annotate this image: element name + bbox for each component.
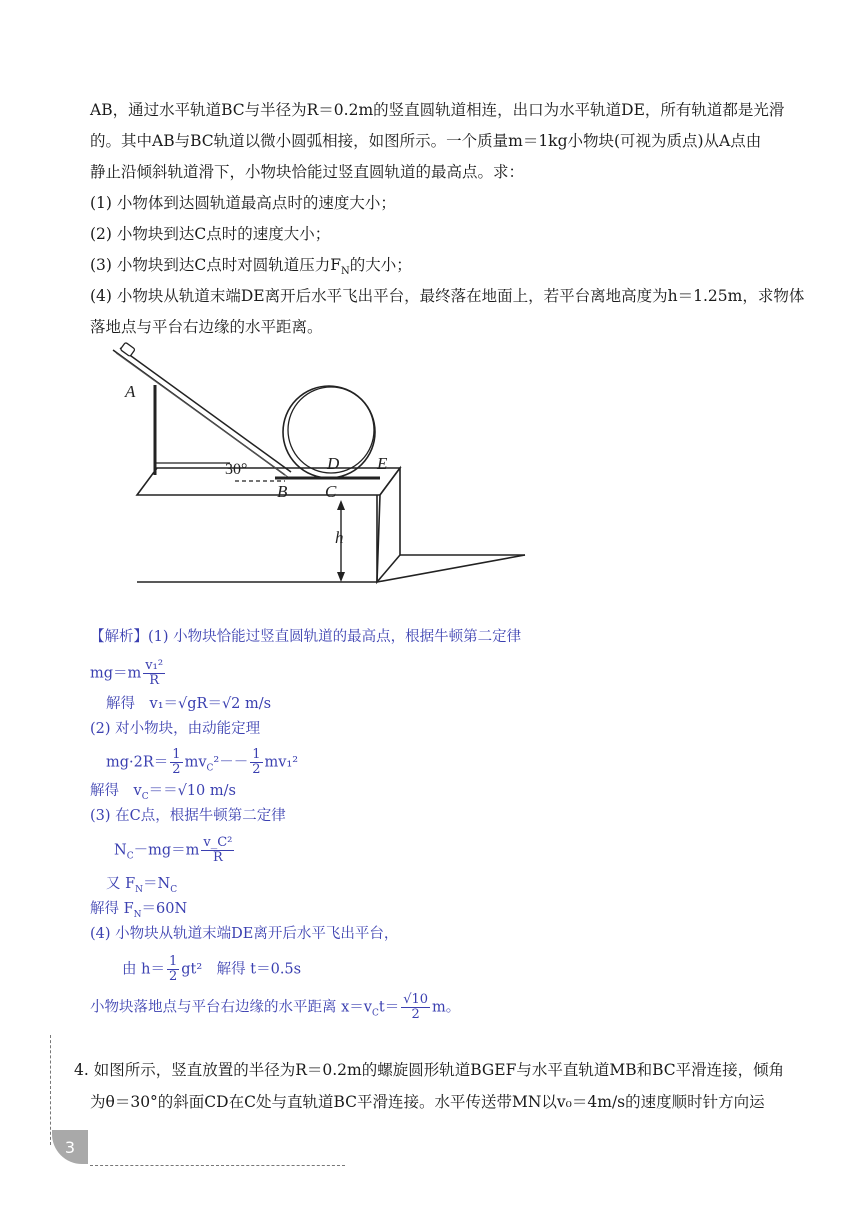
fraction [201,836,234,865]
solution-equation-1 [90,659,167,688]
eq-text: 由 h＝ [122,961,165,978]
question-4-cont: 落地点与平台右边缘的水平距离。 [90,318,323,336]
final-text: t＝ [378,999,400,1016]
label-D: D [327,454,340,473]
solution-step-3: (3) 在C点，根据牛顿第二定律 [90,808,286,824]
numerator: v_C² [203,835,233,850]
result-text: ＝60N [141,901,188,917]
eq-text: N [114,842,127,859]
numerator: √10 [403,992,429,1007]
final-text: m。 [432,999,461,1016]
problem-4-line: 为θ＝30°的斜面CD在C处与直轨道BC平滑连接。水平传送带MN以v₀＝4m/s的速度顺时针方向运 [90,1093,765,1111]
result-text: ＝＝√10 m/s [148,783,236,799]
denominator: 2 [172,762,181,777]
bottom-dashed-border [90,1165,345,1166]
solution-heading: 【解析】(1) 小物块恰能过竖直圆轨道的最高点，根据牛顿第二定律 [90,629,522,645]
platform-top [137,468,400,495]
label-angle: 30° [225,461,248,478]
subscript: C [371,1008,379,1019]
numerator: v₁² [145,658,164,673]
question-1: (1) 小物体到达圆轨道最高点时的速度大小； [90,194,396,212]
eq-text: gt² 解得 t＝0.5s [181,961,302,978]
question-2: (2) 小物块到达C点时的速度大小； [90,225,331,243]
eq-text: －mg＝m [133,842,200,859]
solution-result-3 [90,899,187,925]
label-A: A [125,382,136,401]
eq-text: 又 F [106,876,136,892]
eq-text: ＝N [143,876,171,892]
numerator: 1 [252,747,261,762]
height-arrow-top [337,500,345,510]
denominator: R [212,850,223,865]
question-3-tail: 的大小； [349,256,412,274]
height-arrow-bottom [337,572,345,582]
label-B: B [277,482,288,501]
solution-step-2: (2) 对小物块，由动能定理 [90,721,261,737]
subscript: C [126,851,134,862]
denominator: 2 [411,1007,420,1022]
numerator: 1 [168,954,178,969]
subscript: C [141,791,149,802]
fraction [143,659,165,688]
track-diagram [95,335,535,595]
subscript: N [341,266,350,278]
fraction [250,748,262,777]
question-4: (4) 小物块从轨道末端DE离开后水平飞出平台，最终落在地面上，若平台离地高度为h＝1.25m，求物体 [90,287,805,305]
denominator: 2 [252,762,261,777]
fraction [401,993,430,1022]
numerator: 1 [172,747,181,762]
question-3-text: (3) 小物块到达C点时对圆轨道压力F [90,256,341,274]
fraction [167,955,179,984]
small-block [120,342,135,356]
solution-step-4: (4) 小物块从轨道末端DE离开后水平飞出平台， [90,926,399,942]
left-dashed-border [50,1035,51,1145]
solution-result-1: 解得 v₁＝√gR＝√2 m/s [106,696,272,712]
incline-rail-2 [120,348,291,472]
solution-equation-2 [106,748,298,778]
solution-result-2 [90,781,236,807]
problem-text-line: AB，通过水平轨道BC与半径为R＝0.2m的竖直圆轨道相连，出口为水平轨道DE，所有轨道都是光滑 [90,101,785,119]
fraction [170,748,182,777]
ground-slant [377,555,525,582]
problem-text-line: 静止沿倾斜轨道滑下，小物块恰能过竖直圆轨道的最高点。求： [90,163,525,181]
question-3 [90,255,412,282]
page-number: 3 [52,1130,88,1164]
result-text: 解得 v [90,783,142,799]
denominator: 2 [168,969,178,984]
eq-text: mg＝m [90,665,142,682]
eq-text: mv₁² [264,754,299,771]
subscript: C [170,884,178,895]
final-text: 小物块落地点与平台右边缘的水平距离 x＝v [90,999,372,1016]
problem-4-line: 4. 如图所示，竖直放置的半径为R＝0.2m的螺旋圆形轨道BGEF与水平直轨道MB和BC平滑连接，倾角 [74,1061,785,1079]
solution-final [90,993,460,1023]
eq-text: ²－－ [213,754,249,771]
eq-text: mv [184,754,207,771]
result-text: 解得 F [90,901,134,917]
label-h: h [335,528,344,547]
subscript: C [206,763,214,774]
solution-also [106,874,177,900]
incline-rail-3 [116,353,288,477]
solution-equation-4 [122,955,301,984]
eq-text: mg·2R＝ [106,754,169,771]
solution-equation-3 [114,836,236,866]
problem-text-line: 的。其中AB与BC轨道以微小圆弧相接，如图所示。一个质量m＝1kg小物块(可视为质点)从A点由 [90,132,762,150]
label-C: C [325,482,337,501]
subscript: N [133,909,142,920]
label-E: E [377,454,388,473]
subscript: N [135,884,144,895]
denominator: R [149,673,160,688]
